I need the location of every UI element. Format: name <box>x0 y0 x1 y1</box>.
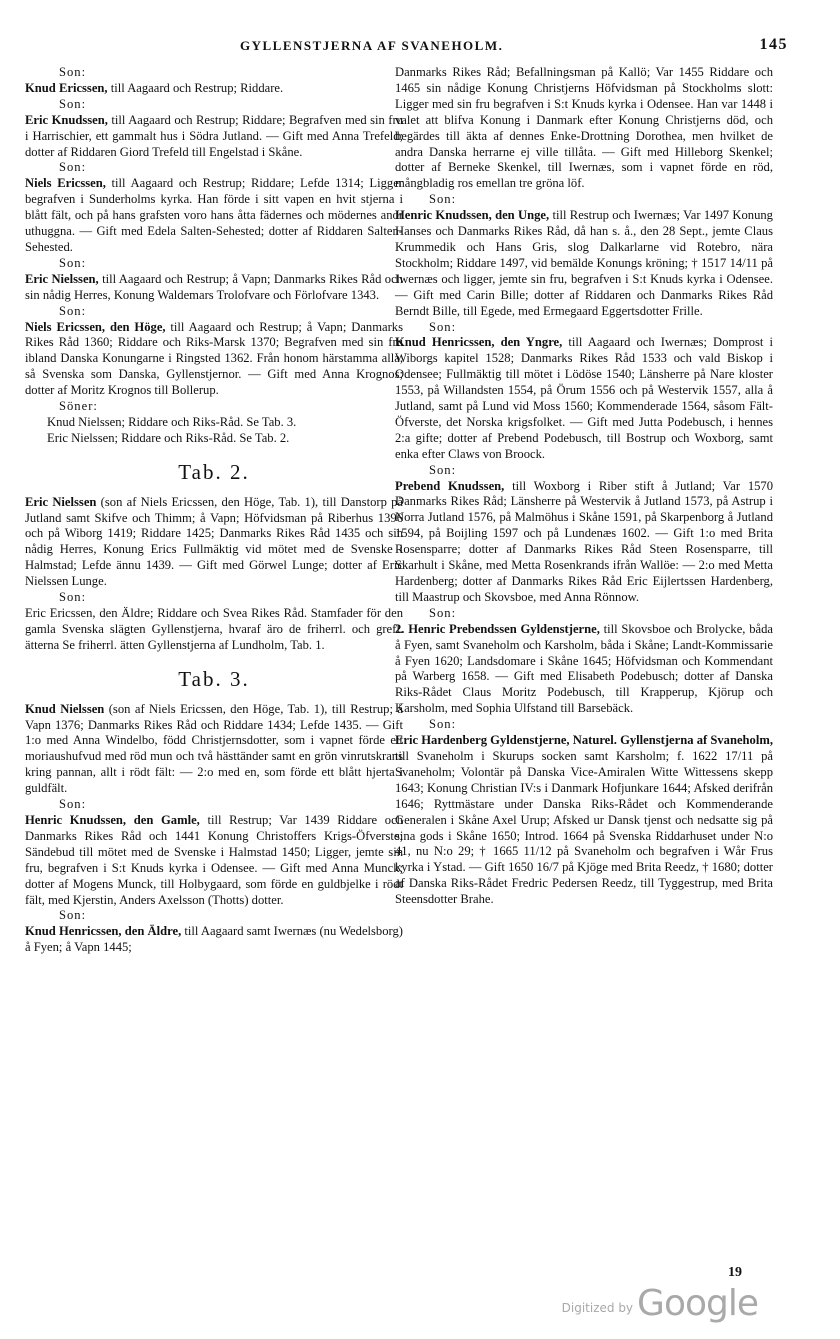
person-name: Eric Nielssen, <box>25 271 99 286</box>
child-entry: Eric Nielssen; Riddare och Riks-Råd. Se Tab. 2. <box>47 430 290 445</box>
relation-label: Son: <box>59 160 87 175</box>
person-name: Knud Ericssen, <box>25 80 108 95</box>
person-name: Henric Knudssen, den Gamle, <box>25 812 200 827</box>
entry-text: till Aagaard och Iwernæs; Domprost i Wiborgs kapitel 1528; Danmarks Rikes Råd 1533 och vald Biskop i Odensee; Fullmäktig till mötet i Lödöse 1540; Länsherre på Nare kloster 1553, på Willandsten 1554, på Örum 1556 och på Westervik 1557, alla å Jutland, samt på Lund vid Moss 1560; Kommenderade 1564, såsom Fält-Öfverste, det Norska krigsfolket. — Gift med Jutta Podebusch, i hennes 2:a gifte; dotter af Prebend Podebusch, till Bostrup och Woxborg, samt enka efter Claws von Broock. <box>395 335 773 461</box>
relation-label: Son: <box>429 605 457 620</box>
person-name: Knud Henricssen, den Äldre, <box>25 924 182 939</box>
person-name: 2. Henric Prebendssen Gyldenstjerne, <box>395 621 600 636</box>
genealogy-entry <box>25 924 403 956</box>
person-name: Knud Nielssen <box>25 701 105 716</box>
person-name: Eric Knudssen, <box>25 112 108 127</box>
genealogy-entry <box>25 320 403 400</box>
relation-label: Son: <box>59 255 87 270</box>
right-column <box>395 65 773 908</box>
relation-label: Son: <box>59 303 87 318</box>
google-logo: Google <box>637 1283 758 1324</box>
watermark-prefix: Digitized by <box>561 1301 634 1315</box>
entry-text: (son af Niels Ericssen, den Höge, Tab. 1), till Danstorp på Jutland samt Skifve och Thimm; å Vapn; Höfvidsman på Riberhus 1396 och på Wiborg 1419; Riddare 1425; Danmarks Rikes Råd 1435 och sin nådig Herres, Konung Erics Fullmäktig vid mötet med de Svenske i Halmstad; Lefde ännu 1439. — Gift med Görwel Lunge; dotter af Eric Nielssen Lunge. <box>25 494 404 589</box>
genealogy-entry <box>395 479 773 606</box>
running-title: GYLLENSTJERNA AF SVANEHOLM. <box>240 38 504 53</box>
genealogy-entry <box>25 606 403 654</box>
google-watermark <box>562 1283 758 1324</box>
entry-text: till Skovsboe och Brolycke, båda å Fyen, samt Svaneholm och Karsholm, båda i Skåne; Landt-Kommissarie å Fyen 1620; Landsdomare i Skåne 1645; Höfvidsman och Kommendant på Warberg 1658. — Gift med Elisabeth Podebusch; dotter af Danska Riks-Rådet Claus Moritz Podebusch, till Krapperup, Kjörup och Karsholm, med Sophia Ulfstand till Barsebäck. <box>395 621 773 716</box>
table-heading: Tab. 3. <box>178 666 250 691</box>
person-name: Niels Ericssen, den Höge, <box>25 319 166 334</box>
relation-label: Son: <box>59 908 87 923</box>
entry-text: (son af Niels Ericssen, den Höge, Tab. 1), till Restrup; å Vapn 1376; Danmarks Rikes Råd och Riddare 1434; Lefde 1435. — Gift 1:o med Anna Windelbo, född Christjernsdotter, som i vapnet förde ett moriaushufvud med röd mun och två hästtänder samt en grön vinrutskrans kring pannan, allt i rödt fält: — 2:o med en, som förde ett blått hjerta i guldfält. <box>25 701 403 796</box>
genealogy-entry <box>25 495 403 590</box>
left-column <box>25 65 403 956</box>
entry-text: till Woxborg i Riber stift å Jutland; Var 1570 Danmarks Rikes Råd; Länsherre på Westervik å Jutland 1573, på Astrup i Norra Jutland 1576, på Malmöhus i Skåne 1591, på Skarpenborg å Jutland 1594, på Boijling 1597 och på Lundenæs 1602. — Gift 1:o med Brita Rosensparre; dotter af Danmarks Rikes Råd Steen Rosensparre, till Skarhult i Skåne, med Metta Rosenkrands ifrån Wallöe: — 2:o med Metta Hardenberg; dotter af Danmarks Rikes Råd Eric Eijlertssen Hardenberg, till Maastrup och Skovsboe, med Anna Rönnow. <box>395 478 774 604</box>
entry-text: till Restrup och Iwernæs; Var 1497 Konung Hanses och Danmarks Rikes Råd, då han s. å., den 28 Sept., jemte Claus Krummedik och Hans Gris, slog Dalkarlarne vid Rotebro, nära Stockholm; Riddare 1497, vid bemälde Konungs kröning; † 1517 14/11 på Iwernæs och ligger, jemte sin fru, begrafven i S:t Knuds kyrka i Odensee. — Gift med Carin Bille; dotter af Riddaren och Danmarks Rikes Råd Berndt Bille, till Egede, med Ermegaard Eggertsdotter Frille. <box>395 208 773 318</box>
person-name: Eric Hardenberg Gyldenstjerne, Naturel. Gyllenstjerna af Svaneholm, <box>395 733 773 748</box>
entry-text: till Svaneholm i Skurups socken samt Karsholm; f. 1622 17/11 på Svaneholm; Volontär på Danska Vice-Amiralen Witte Wittessens skepp 1643; Konung Christian IV:s i Danmark Hofjunkare 1644; Afsked derifrån 1646; Ryttmästare under Danska Riks-Rådet och Kommenderande Generalen i Skåne Axel Urup; Afsked ur Dansk tjenst och nedsatte sig på sina gods i Skåne 1650; Introd. 1664 på Svenska Riddarhuset under N:o 41, nu N:o 29; † 1665 11/12 på Svaneholm och begrafven i Wår Frus kyrka i Ystad. — Gift 1650 16/7 på Kjöge med Brita Reedz, † 1680; dotter af Danska Riks-Rådet Fredric Pedersen Reedz, till Tyggestrup, med Brita Steensdotter Brahe. <box>395 748 773 907</box>
genealogy-entry <box>25 702 403 797</box>
page-number: 145 <box>759 36 788 53</box>
genealogy-entry <box>395 622 773 717</box>
person-name: Niels Ericssen, <box>25 176 106 191</box>
genealogy-entry <box>25 81 403 97</box>
genealogy-entry <box>25 272 403 304</box>
entry-text: till Aagaard och Restrup; Riddare; Begrafven med sin fru i Harrischier, ett gammalt hus i Södra Jutland. — Gift med Anna Trefeld; dotter af Riddaren Giord Trefeld till Engelstad i Skåne. <box>25 112 403 159</box>
relation-label: Son: <box>429 192 457 207</box>
genealogy-entry <box>395 65 773 192</box>
entry-text: Danmarks Rikes Råd; Befallningsman på Kallö; Var 1455 Riddare och 1465 sin nådige Konung Christjerns Höfvidsman på Stockholms slott: Ligger med sin fru begrafven i S:t Knuds kyrka i Odensee. Han var 1448 i valet att blifva Konung i Danmark efter Konung Christjerns död, och begärdes till äkta af dennes Enke-Drottning Dorothea, men hvilket de andra Danska herrarne ej ville tillåta. — Gift med Hilleborg Skenkel; dotter af Berneke Skenkel, till Iwernæs, som i vapnet förde en röd, mångbladig ros emellan tre gröna löf. <box>395 65 773 191</box>
relation-label: Son: <box>59 96 87 111</box>
genealogy-entry <box>25 176 403 256</box>
genealogy-entry <box>395 335 773 462</box>
genealogy-entry <box>25 813 403 908</box>
person-name: Eric Nielssen <box>25 494 97 509</box>
relation-label: Söner: <box>59 399 98 414</box>
table-heading: Tab. 2. <box>178 459 250 484</box>
signature-mark: 19 <box>728 1265 742 1280</box>
entry-text: till Aagaard och Restrup; å Vapn; Danmarks Rikes Råd och sin nådig Herres, Konung Waldemars Trolofvare och Förlofvare 1343. <box>25 271 403 302</box>
genealogy-entry <box>395 733 773 908</box>
relation-label: Son: <box>59 65 87 79</box>
genealogy-entry <box>395 208 773 319</box>
genealogy-entry <box>25 113 403 161</box>
entry-text: Eric Ericssen, den Äldre; Riddare och Svea Rikes Råd. Stamfader för den gamla Svenska slägten Gyllenstjerna, hvaraf äro de friherrl. och grefl. ätterna Se friherrl. ätten Gyllenstjerna af Lundholm, Tab. 1. <box>25 606 403 652</box>
child-entry: Knud Nielssen; Riddare och Riks-Råd. Se Tab. 3. <box>47 414 297 429</box>
relation-label: Son: <box>59 590 87 605</box>
entry-text: till Aagaard samt Iwernæs (nu Wedelsborg) å Fyen; å Vapn 1445; <box>25 924 403 955</box>
relation-label: Son: <box>429 319 457 334</box>
relation-label: Son: <box>429 462 457 477</box>
relation-label: Son: <box>429 717 457 732</box>
entry-text: till Aagaard och Restrup; å Vapn; Danmarks Rikes Råd 1360; Riddare och Riks-Marsk 1370; Begrafven med sin fru ibland Danska Konungarne i Ringsted 1362. Från honom härstamma alla, så Svenska som Danska, Gyllenstjernor. — Gift med Anna Krognos; dotter af Moritz Krognos till Bollerup. <box>25 319 403 398</box>
entry-text: till Aagaard och Restrup; Riddare. <box>107 80 284 95</box>
page-header <box>30 38 810 58</box>
relation-label: Son: <box>59 797 87 812</box>
person-name: Prebend Knudssen, <box>395 478 505 493</box>
entry-text: till Aagaard och Restrup; Riddare; Lefde 1314; Ligger begrafven i Sunderholms kyrka. Han förde i sitt vapen en hvit stjerna i blått fält, och på hans grafsten voro hans åtta fädernes och mödernes anor uthuggna. — Gift med Edela Salten-Sehested; dotter af Riddaren Salten-Sehested. <box>25 176 403 254</box>
person-name: Henric Knudssen, den Unge, <box>395 208 550 223</box>
entry-text: till Restrup; Var 1439 Riddare och Danmarks Rikes Råd och 1441 Konung Christoffers Krigs-Öfverste; Sändebud till mötet med de Svenske i Halmstad 1450; Ligger, jemte sin fru, begrafven i S:t Knuds kyrka i Odensee. — Gift med Anna Munck; dotter af Mogens Munck, till Holbygaard, som förde en guldbjelke i rödt fält, med Kjerstin, Anders Axelsson (Thotts) dotter. <box>25 812 403 907</box>
person-name: Knud Henricssen, den Yngre, <box>395 335 563 350</box>
